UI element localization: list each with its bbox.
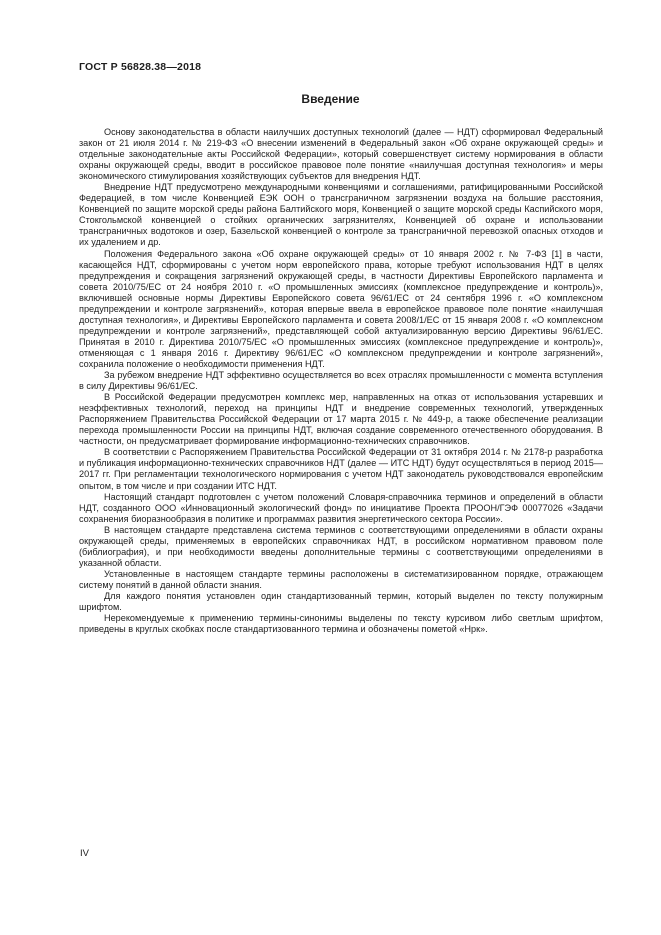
document-id: ГОСТ Р 56828.38—2018 — [79, 61, 202, 73]
section-title: Введение — [301, 92, 360, 106]
page-number: IV — [80, 848, 89, 859]
paragraph: Нерекомендуемые к применению термины-синонимы выделены по тексту курсивом либо светлым шрифтом, приведены в круглых скобках после стандартизованного термина и обозначены пометой «Нрк». — [79, 613, 603, 635]
paragraph: За рубежом внедрение НДТ эффективно осуществляется во всех отраслях промышленности с момента вступления в силу Директивы 96/61/ЕС. — [79, 370, 603, 392]
paragraph: Настоящий стандарт подготовлен с учетом положений Словаря-справочника терминов и определений в области НДТ, созданного ООО «Инновационный экологический фонд» по инициативе Проекта ПРООН/ГЭФ 00077026 «Задачи сохранения биоразнообразия в политике и программах развития энергетического сектора России». — [79, 491, 603, 524]
paragraph: Положения Федерального закона «Об охране окружающей среды» от 10 января 2002 г. № 7-ФЗ [1] в части, касающейся НДТ, сформированы с учетом норм европейского права, которые требуют использования НДТ в целях предупреждения и сокращения загрязнений окружающей среды, в частности Директивы Европейского парламента и совета 2010/75/ЕС от 24 ноября 2010 г. «О промышленных эмиссиях (комплексное предупреждение и контроль)», включившей основные нормы Директивы Европейского совета 96/61/ЕС от 24 сентября 1996 г. «О комплексном предупреждении и контроле загрязнений», которая впервые ввела в европейское правовое поле понятие «наилучшая доступная технология», и Директивы Европейского парламента и совета 2008/1/ЕС от 15 января 2008 г. «О комплексном предупреждении и контроле загрязнений», представляющей собой актуализированную версию Директивы 96/61/ЕС. Принятая в 2010 г. Директива 2010/75/ЕС «О промышленных эмиссиях (комплексное предупреждение и контроль)», отменяющая с 1 января 2016 г. Директиву 96/61/ЕС «О комплексном предупреждении и контроле загрязнений», сохранила положение о необходимости применения НДТ. — [79, 248, 603, 369]
paragraph: Внедрение НДТ предусмотрено международными конвенциями и соглашениями, ратифицированными Российской Федерацией, в том числе Конвенцией ЕЭК ООН о трансграничном загрязнении воздуха на большие расстояния, Конвенцией по защите морской среды района Балтийского моря, Конвенцией о защите морской среды Каспийского моря, Стокгольмской конвенцией о стойких органических загрязнителях, Конвенцией об охране и использовании трансграничных водотоков и озер, Базельской конвенцией о контроле за трансграничной перевозкой опасных отходов и их удалением и др. — [79, 182, 603, 248]
paragraph: Основу законодательства в области наилучших доступных технологий (далее — НДТ) сформировал Федеральный закон от 21 июля 2014 г. № 219-ФЗ «О внесении изменений в Федеральный закон «Об охране окружающей среды» и отдельные законодательные акты Российской Федерации», который совершенствует систему нормирования в области охраны окружающей среды, вводит в российское правовое поле понятие «наилучшая доступная технология» и меры экономического стимулирования хозяйствующих субъектов для внедрения НДТ. — [79, 127, 603, 182]
paragraph: Для каждого понятия установлен один стандартизованный термин, который выделен по тексту полужирным шрифтом. — [79, 590, 603, 613]
paragraph: В соответствии с Распоряжением Правительства Российской Федерации от 31 октября 2014 г. № 2178-р разработка и публикация информационно-технических справочников НДТ (далее — ИТС НДТ) будут осуществляться в период 2015—2017 гг. При регламентации технологического нормирования с учетом НДТ законодатель руководствовался европейским опытом, в том числе и при создании ИТС НДТ. — [79, 447, 603, 491]
paragraph: В Российской Федерации предусмотрен комплекс мер, направленных на отказ от использования устаревших и неэффективных технологий, переход на принципы НДТ и внедрение современных технологий, утвержденных Распоряжением Правительства Российской Федерации от 17 марта 2015 г. № 449-р, а также обеспечение реализации перехода промышленности России на принципы НДТ, включая создание современного отечественного оборудования. В частности, он предусматривает формирование информационно-технических справочников. — [79, 392, 603, 447]
body-text — [79, 127, 603, 635]
paragraph: Установленные в настоящем стандарте термины расположены в систематизированном порядке, отражающем систему понятий в данной области знания. — [79, 568, 603, 590]
paragraph: В настоящем стандарте представлена система терминов с соответствующими определениями в области охраны окружающей среды, применяемых в европейских справочниках НДТ, в российском нормативном правовом поле (библиография), и при необходимости введены дополнительные термины с соответствующими определениями в указанной области. — [79, 524, 603, 568]
